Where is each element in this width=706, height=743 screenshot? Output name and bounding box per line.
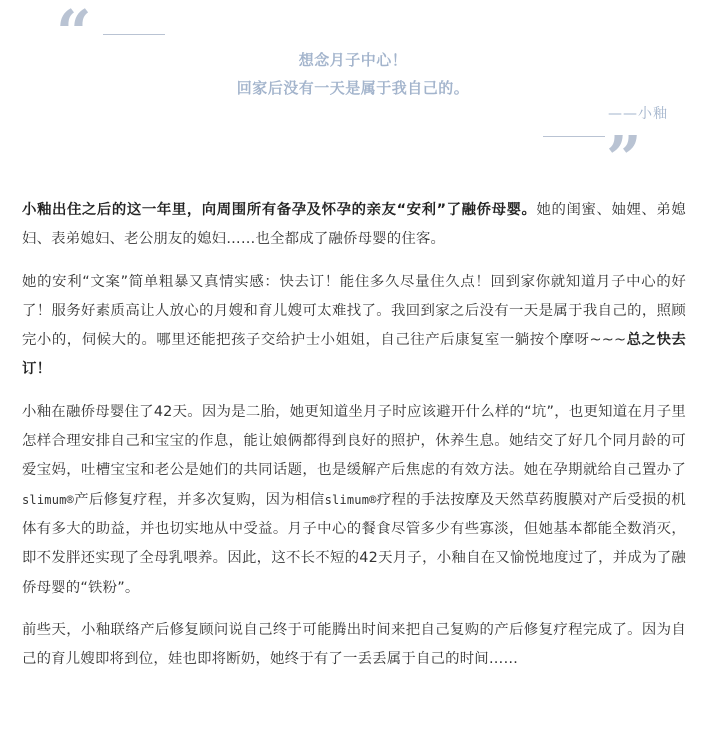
- paragraph-2-text: 她的安利“文案”简单粗暴又真情实感：快去订！能住多久尽量住久点！回到家你就知道月子中心的好了！服务好素质高让人放心的月嫂和育儿嫂可太难找了。我回到家之后没有一天是属于我自己的，照顾完小的，伺候大的。哪里还能把孩子交给护士小姐姐，自己往产后康复室一躺按个摩呀~~~: [22, 273, 686, 349]
- paragraph-3-text-c: 疗程的手法按摩及天然草药腹膜对产后受损的机体有多大的助益，并也切实地从中受益。月子中心的餐食尽管多少有些寡淡，但她基本都能全数消灭，即不发胖还实现了全母乳喂养。因此，这不长不短的42天月子，小釉自在又愉悦地度过了，并成为了融侨母婴的“铁粉”。: [22, 491, 687, 596]
- quote-attribution: ——小釉: [608, 106, 668, 122]
- close-quote-icon: ”: [606, 122, 642, 195]
- brand-name: slimum®: [22, 492, 74, 507]
- paragraph-1: [22, 196, 686, 255]
- open-quote-icon: “: [56, 0, 92, 69]
- quote-line-2: 回家后没有一天是属于我自己的。: [236, 79, 470, 97]
- paragraph-2: [22, 268, 686, 385]
- quote-divider-bottom: [543, 136, 605, 137]
- article-body: [22, 196, 686, 687]
- quote-line-1: 想念月子中心！: [298, 51, 408, 69]
- paragraph-3-text-a: 小釉在融侨母婴住了42天。因为是二胎，她更知道坐月子时应该避开什么样的“坑”，也更知道在月子里怎样合理安排自己和宝宝的作息，能让娘俩都得到良好的照护，休养生息。她结交了好几个同月龄的可爱宝妈，吐槽宝宝和老公是她们的共同话题，也是缓解产后焦虑的有效方法。她在孕期就给自己置办了: [22, 403, 686, 479]
- paragraph-3-text-b: 产后修复疗程，并多次复购，因为相信: [73, 491, 325, 508]
- pull-quote: [0, 0, 706, 195]
- paragraph-3: [22, 398, 686, 603]
- paragraph-1-lead: 小釉出住之后的这一年里，向周围所有备孕及怀孕的亲友“安利”了融侨母婴。: [22, 202, 537, 218]
- brand-name: slimum®: [324, 492, 377, 507]
- quote-divider-top: [103, 34, 165, 35]
- paragraph-4-text: 前些天，小釉联络产后修复顾问说自己终于可能腾出时间来把自己复购的产后修复疗程完成了。因为自己的育儿嫂即将到位，娃也即将断奶，她终于有了一丢丢属于自己的时间……: [22, 621, 686, 668]
- paragraph-2-emphasis: 总之快去订！: [22, 332, 686, 378]
- paragraph-4: [22, 616, 686, 675]
- paragraph-1-text: 她的闺蜜、妯娌、弟媳妇、表弟媳妇、老公朋友的媳妇……也全都成了融侨母婴的住客。: [22, 202, 686, 248]
